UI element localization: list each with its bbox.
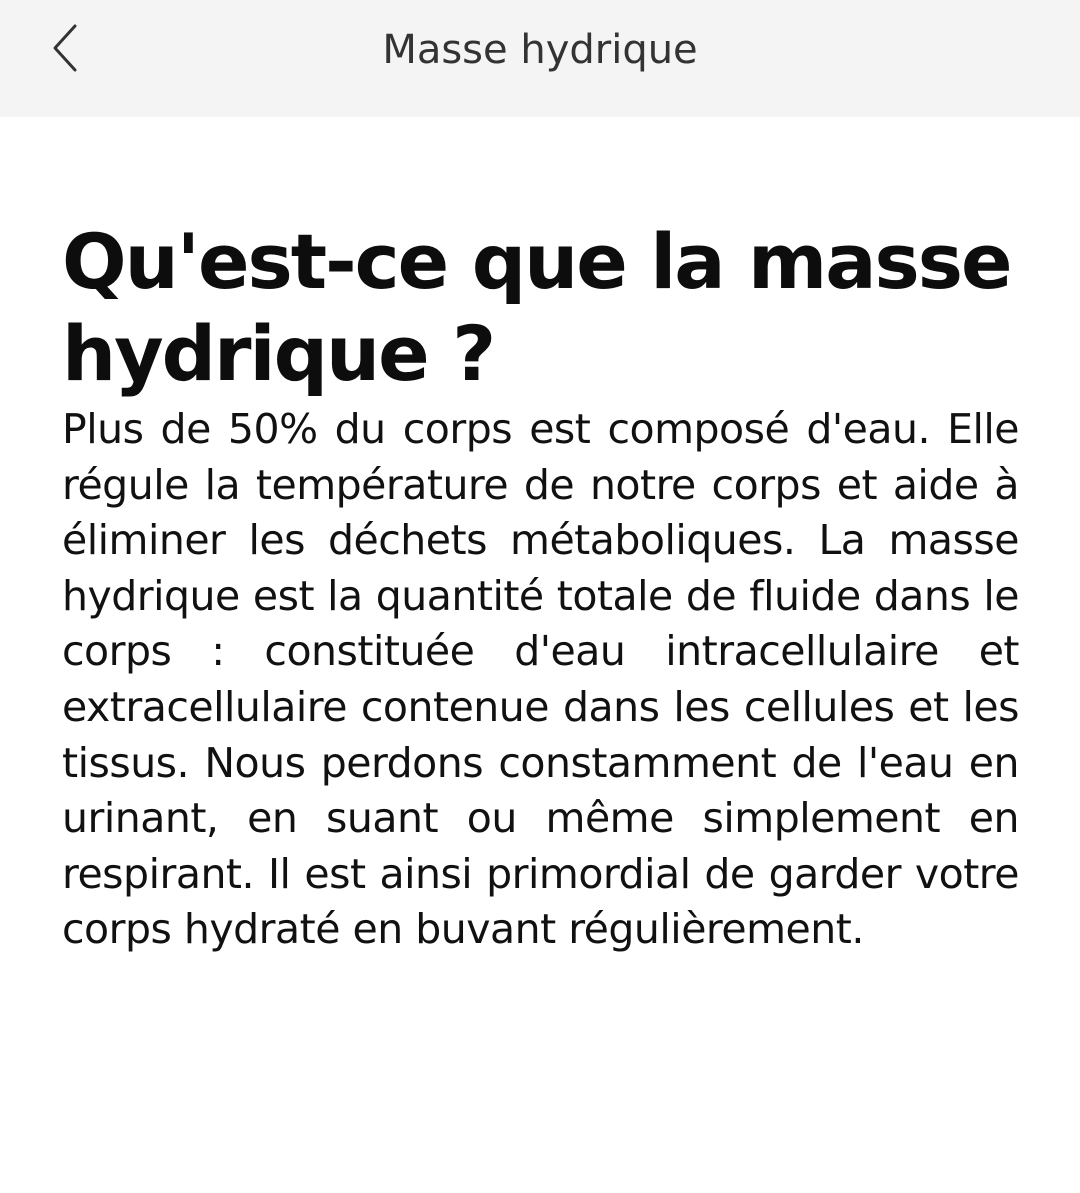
- article-content: [62, 216, 1019, 958]
- article-body: Plus de 50% du corps est composé d'eau. Elle régule la température de notre corps et aide à éliminer les déchets métaboliques. La masse hydrique est la quantité totale de fluide dans le corps : constituée d'eau intracellulaire et extracellulaire contenue dans les cellules et les tissus. Nous perdons constamment de l'eau en urinant, en suant ou même simplement en respirant. Il est ainsi primordial de garder votre corps hydraté en buvant régulièrement.: [62, 405, 1019, 954]
- page-title: Masse hydrique: [382, 27, 698, 73]
- article-title: Qu'est-ce que la masse hydrique ?: [62, 217, 1011, 398]
- top-app-bar: [0, 0, 1080, 117]
